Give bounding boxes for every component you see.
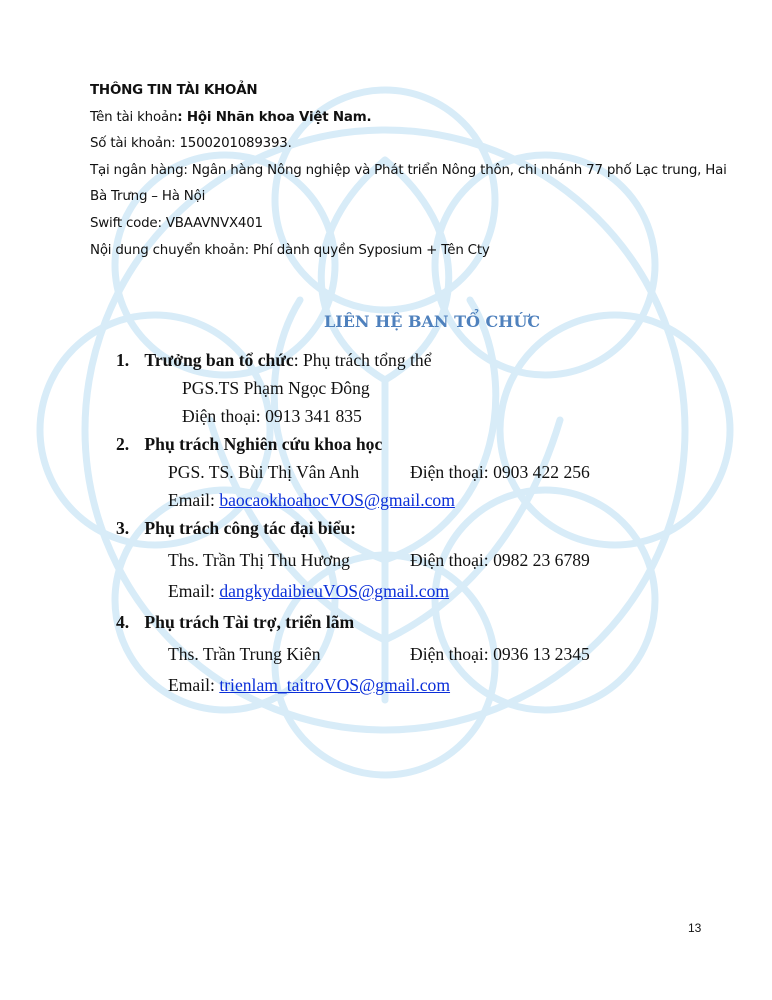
section-3-phone: Điện thoại: 0982 23 6789 (410, 550, 590, 570)
section-2-person: PGS. TS. Bùi Thị Vân Anh (168, 462, 360, 482)
section-2-email-link[interactable]: baocaokhoahocVOS@gmail.com (219, 490, 455, 510)
transfer-content-line: Nội dung chuyển khoản: Phí dành quyền Syposium + Tên Cty (90, 242, 490, 258)
section-2-role: Phụ trách Nghiên cứu khoa học (144, 434, 383, 454)
section-3-email-line (168, 581, 449, 602)
account-name-value: : Hội Nhãn khoa Việt Nam. (177, 109, 372, 125)
section-2-email-line (168, 490, 455, 511)
section-2-heading (116, 434, 382, 455)
section-4-role: Phụ trách Tài trợ, triển lãm (144, 612, 355, 632)
section-4-heading (116, 612, 354, 633)
section-1-role: Trưởng ban tổ chức (144, 350, 294, 370)
section-4-email-line (168, 675, 450, 696)
section-3-person: Ths. Trần Thị Thu Hương (168, 550, 350, 570)
section-4-email-link[interactable]: trienlam_taitroVOS@gmail.com (219, 675, 451, 695)
account-info-block (90, 78, 730, 264)
section-4-phone: Điện thoại: 0936 13 2345 (410, 644, 590, 664)
section-3-email-link[interactable]: dangkydaibieuVOS@gmail.com (219, 581, 450, 601)
contact-title: LIÊN HỆ BAN TỔ CHỨC (323, 312, 541, 331)
section-3-email-label: Email: (168, 581, 220, 601)
section-2-email-label: Email: (168, 490, 220, 510)
bank-line-2: Bà Trưng – Hà Nội (90, 189, 206, 205)
section-4-email-label: Email: (168, 675, 220, 695)
section-1-number: 1. (116, 350, 130, 370)
account-name-line (90, 105, 730, 132)
section-2-phone: Điện thoại: 0903 422 256 (410, 462, 590, 482)
section-3-role: Phụ trách công tác đại biểu: (144, 518, 357, 538)
section-1-heading (116, 350, 432, 371)
section-1-person: PGS.TS Phạm Ngọc Đông (182, 378, 370, 398)
section-3-number: 3. (116, 518, 130, 538)
section-1-role-suffix: : Phụ trách tổng thể (293, 350, 432, 370)
section-4-number: 4. (116, 612, 130, 632)
section-4-person: Ths. Trần Trung Kiên (168, 644, 321, 664)
bank-line-1: Tại ngân hàng: Ngân hàng Nông nghiệp và Phát triển Nông thôn, chi nhánh 77 phố Lạc trung, Hai (90, 162, 727, 178)
section-2-number: 2. (116, 434, 130, 454)
account-number-line: Số tài khoản: 1500201089393. (90, 136, 292, 152)
section-1-phone: Điện thoại: 0913 341 835 (182, 406, 362, 426)
account-heading: THÔNG TIN TÀI KHOẢN (90, 83, 258, 98)
swift-code-line: Swift code: VBAAVNVX401 (90, 215, 263, 231)
account-name-label: Tên tài khoản (90, 109, 178, 125)
page-number: 13 (688, 921, 702, 935)
section-3-heading (116, 518, 356, 539)
